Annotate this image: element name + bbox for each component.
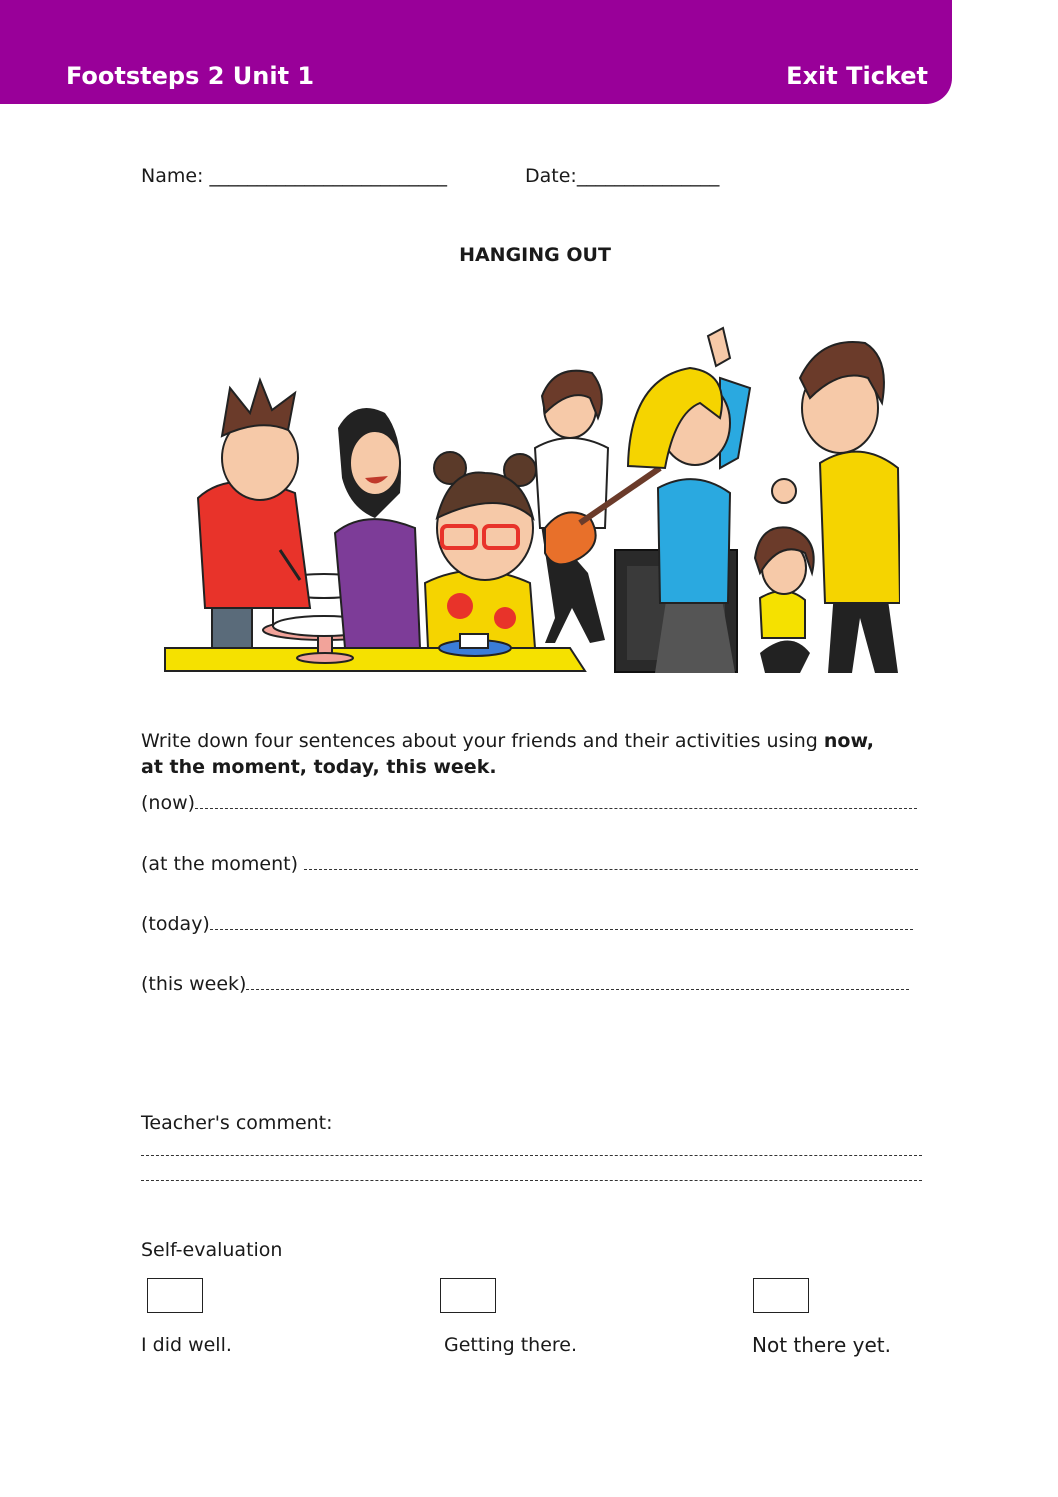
checkbox-did-well[interactable] xyxy=(147,1278,203,1313)
name-field[interactable]: Name: _________________________ xyxy=(141,165,447,187)
page-header-banner xyxy=(0,0,952,104)
answer-line-today[interactable] xyxy=(141,913,913,935)
eval-label-did-well: I did well. xyxy=(141,1334,232,1356)
teacher-comment-label: Teacher's comment: xyxy=(141,1112,333,1134)
answer-label-this-week: (this week) xyxy=(141,973,247,995)
answer-line-this-week[interactable] xyxy=(141,973,909,995)
answer-line-now[interactable] xyxy=(141,792,917,814)
answer-line-at-the-moment[interactable] xyxy=(141,853,918,875)
answer-label-at-the-moment: (at the moment) xyxy=(141,853,305,875)
eval-label-getting-there: Getting there. xyxy=(444,1334,578,1356)
teacher-comment-line[interactable] xyxy=(141,1155,922,1156)
answer-label-today: (today) xyxy=(141,913,210,935)
teacher-comment-line[interactable] xyxy=(141,1180,922,1181)
answer-blank[interactable] xyxy=(195,792,917,809)
header-exit-ticket: Exit Ticket xyxy=(786,62,928,90)
instructions-bold-now: now, xyxy=(823,730,875,752)
date-field[interactable]: Date:_______________ xyxy=(525,165,720,187)
instructions-text xyxy=(141,728,901,780)
answer-blank[interactable] xyxy=(246,973,909,990)
self-evaluation-label: Self-evaluation xyxy=(141,1239,283,1261)
page-title: HANGING OUT xyxy=(459,244,611,266)
eval-label-not-there-yet: Not there yet. xyxy=(752,1333,892,1357)
checkbox-not-there-yet[interactable] xyxy=(753,1278,809,1313)
header-unit-title: Footsteps 2 Unit 1 xyxy=(66,62,315,90)
friends-party-illustration xyxy=(160,318,900,676)
answer-label-now: (now) xyxy=(141,792,196,814)
instructions-plain: Write down four sentences about your friends and their activities using xyxy=(141,730,824,752)
instructions-bold-rest: at the moment, today, this week. xyxy=(141,756,497,778)
answer-blank[interactable] xyxy=(210,913,913,930)
checkbox-getting-there[interactable] xyxy=(440,1278,496,1313)
answer-blank[interactable] xyxy=(304,853,918,870)
